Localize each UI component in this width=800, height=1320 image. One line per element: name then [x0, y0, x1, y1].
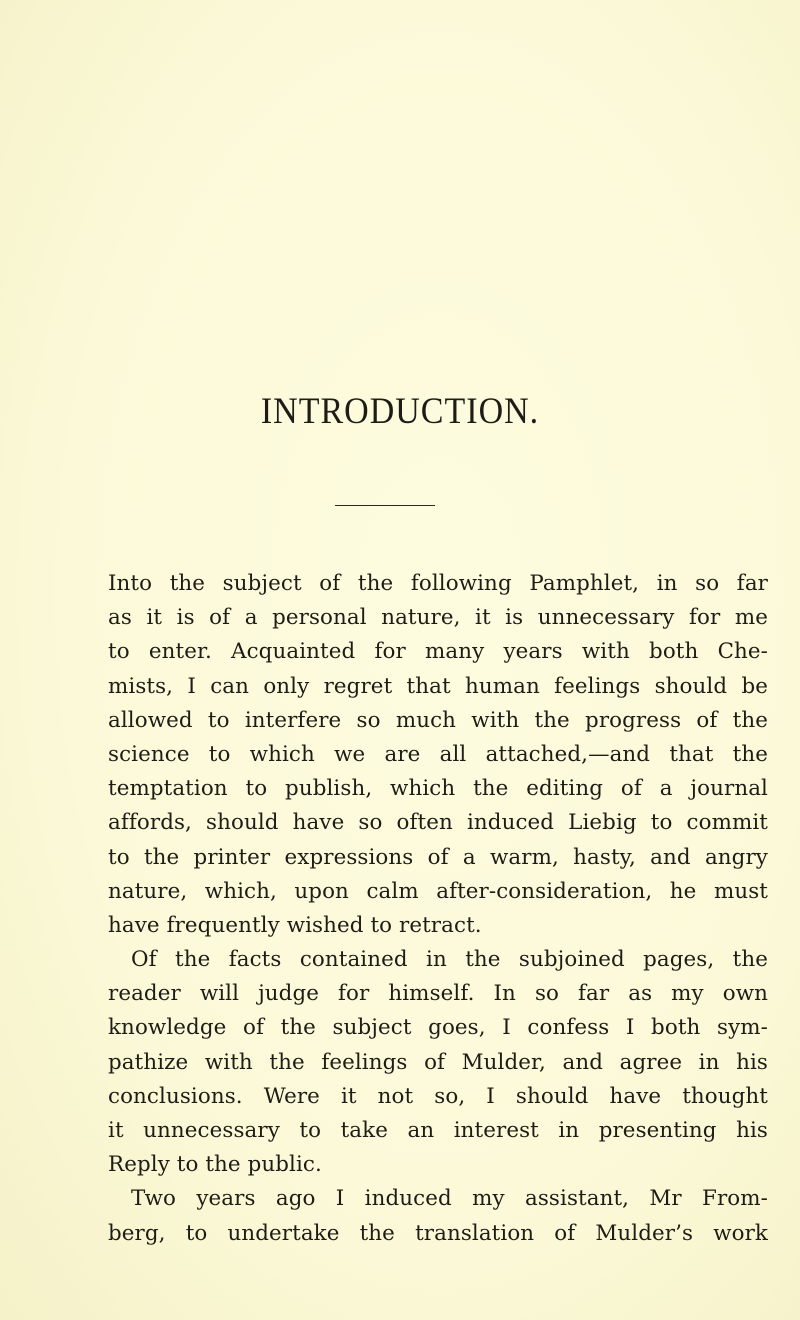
text-line: mists, I can only regret that human feelings should be [108, 673, 768, 699]
text-line: affords, should have so often induced Liebig to commit [108, 810, 768, 836]
text-line: conclusions. Were it not so, I should have thought [108, 1083, 768, 1109]
text-line: Two years ago I induced my assistant, Mr From- [131, 1186, 768, 1212]
text-line: science to which we are all attached,—and that the [108, 741, 768, 767]
title-divider [335, 505, 435, 506]
text-line: pathize with the feelings of Mulder, and agree in his [108, 1049, 768, 1075]
page-title: INTRODUCTION. [260, 391, 540, 432]
text-line: knowledge of the subject goes, I confess I both sym- [108, 1015, 768, 1041]
text-line: as it is of a personal nature, it is unnecessary for me [108, 605, 768, 631]
text-line: reader will judge for himself. In so far as my own [108, 981, 768, 1007]
text-line: have frequently wished to retract. [108, 912, 482, 938]
text-line: temptation to publish, which the editing of a journal [108, 776, 768, 802]
text-line: nature, which, upon calm after-consideration, he must [108, 878, 768, 904]
body-text [108, 567, 768, 1251]
text-line: to the printer expressions of a warm, hasty, and angry [108, 844, 768, 870]
text-line: Of the facts contained in the subjoined pages, the [131, 947, 768, 973]
text-line: berg, to undertake the translation of Mulder’s work [108, 1220, 768, 1246]
text-line: Reply to the public. [108, 1152, 322, 1178]
text-line: Into the subject of the following Pamphlet, in so far [108, 571, 768, 596]
text-line: to enter. Acquainted for many years with both Che- [108, 639, 768, 665]
text-line: it unnecessary to take an interest in presenting his [108, 1118, 768, 1143]
text-line: allowed to interfere so much with the progress of the [108, 707, 768, 733]
